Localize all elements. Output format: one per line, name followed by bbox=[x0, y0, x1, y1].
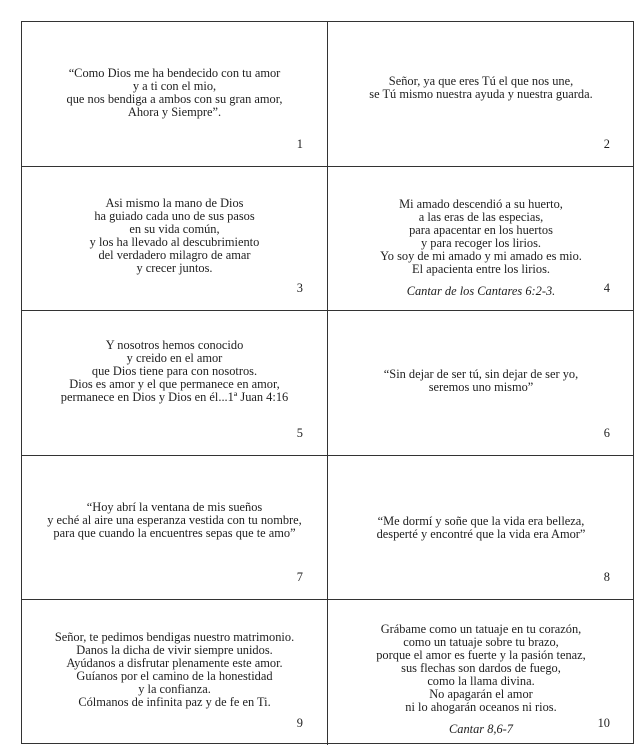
card-8 bbox=[328, 456, 634, 601]
card-number: 9 bbox=[296, 715, 303, 730]
card-number: 4 bbox=[603, 281, 610, 296]
card-6 bbox=[328, 311, 634, 456]
card-2 bbox=[328, 22, 634, 167]
card-text: Y nosotros hemos conocido y creido en el amor que Dios tiene para con nosotros. Dios es amor y el que permanece en amor, permanece en Dios y Dios en él...1ª Juan 4:16 bbox=[60, 338, 289, 405]
card-number: 1 bbox=[296, 136, 303, 151]
card-number: 8 bbox=[603, 570, 610, 585]
card-grid bbox=[21, 21, 634, 744]
card-number: 10 bbox=[597, 715, 610, 730]
card-3 bbox=[22, 167, 328, 312]
card-number: 2 bbox=[603, 136, 610, 151]
card-1 bbox=[22, 22, 328, 167]
card-number: 3 bbox=[296, 281, 303, 296]
card-text: “Hoy abrí la ventana de mis sueños y eché al aire una esperanza vestida con tu nombre, para que cuando la encuentres sepas que te amo” bbox=[47, 499, 302, 540]
card-text: Grábame como un tatuaje en tu corazón, como un tatuaje sobre tu brazo, porque el amor es fuerte y la pasión tenaz, sus flechas son dardos de fuego, como la llama divina. No apagarán el amor ni lo ahogarán oceanos ni rios. bbox=[376, 622, 586, 715]
card-reference: Cantar de los Cantares 6:2-3. bbox=[406, 283, 556, 298]
card-number: 6 bbox=[603, 425, 610, 440]
card-10 bbox=[328, 600, 634, 745]
card-text: Mi amado descendió a su huerto, a las eras de las especias, para apacentar en los huertos y para recoger los lirios. Yo soy de mi amado y mi amado es mio. El apacienta entre los lirios. bbox=[380, 196, 582, 276]
card-text: “Sin dejar de ser tú, sin dejar de ser yo, seremos uno mismo” bbox=[383, 367, 579, 395]
card-text: Señor, ya que eres Tú el que nos une, se Tú mismo nuestra ayuda y nuestra guarda. bbox=[369, 74, 593, 101]
card-5 bbox=[22, 311, 328, 456]
card-text: Señor, te pedimos bendigas nuestro matrimonio. Danos la dicha de vivir siempre unidos. Ayúdanos a disfrutar plenamente este amor. Guíanos por el camino de la honestidad y la confianza. Cólmanos de infinita paz y de fe en Ti. bbox=[54, 630, 295, 710]
card-number: 7 bbox=[296, 570, 303, 585]
card-9 bbox=[22, 600, 328, 745]
card-7 bbox=[22, 456, 328, 601]
card-text: “Como Dios me ha bendecido con tu amor y a ti con el mio, que nos bendiga a ambos con su gran amor, Ahora y Siempre”. bbox=[66, 66, 283, 119]
card-body bbox=[328, 610, 634, 749]
card-text: Asi mismo la mano de Dios ha guiado cada uno de sus pasos en su vida común, y los ha llevado al descubrimiento del verdadero milagro de amar y crecer juntos. bbox=[89, 195, 260, 275]
card-reference: Cantar 8,6-7 bbox=[448, 722, 514, 737]
card-text: “Me dormí y soñe que la vida era belleza, desperté y encontré que la vida era Amor” bbox=[376, 513, 586, 541]
card-number: 5 bbox=[296, 425, 303, 440]
card-4 bbox=[328, 167, 634, 312]
card-body bbox=[328, 185, 634, 311]
